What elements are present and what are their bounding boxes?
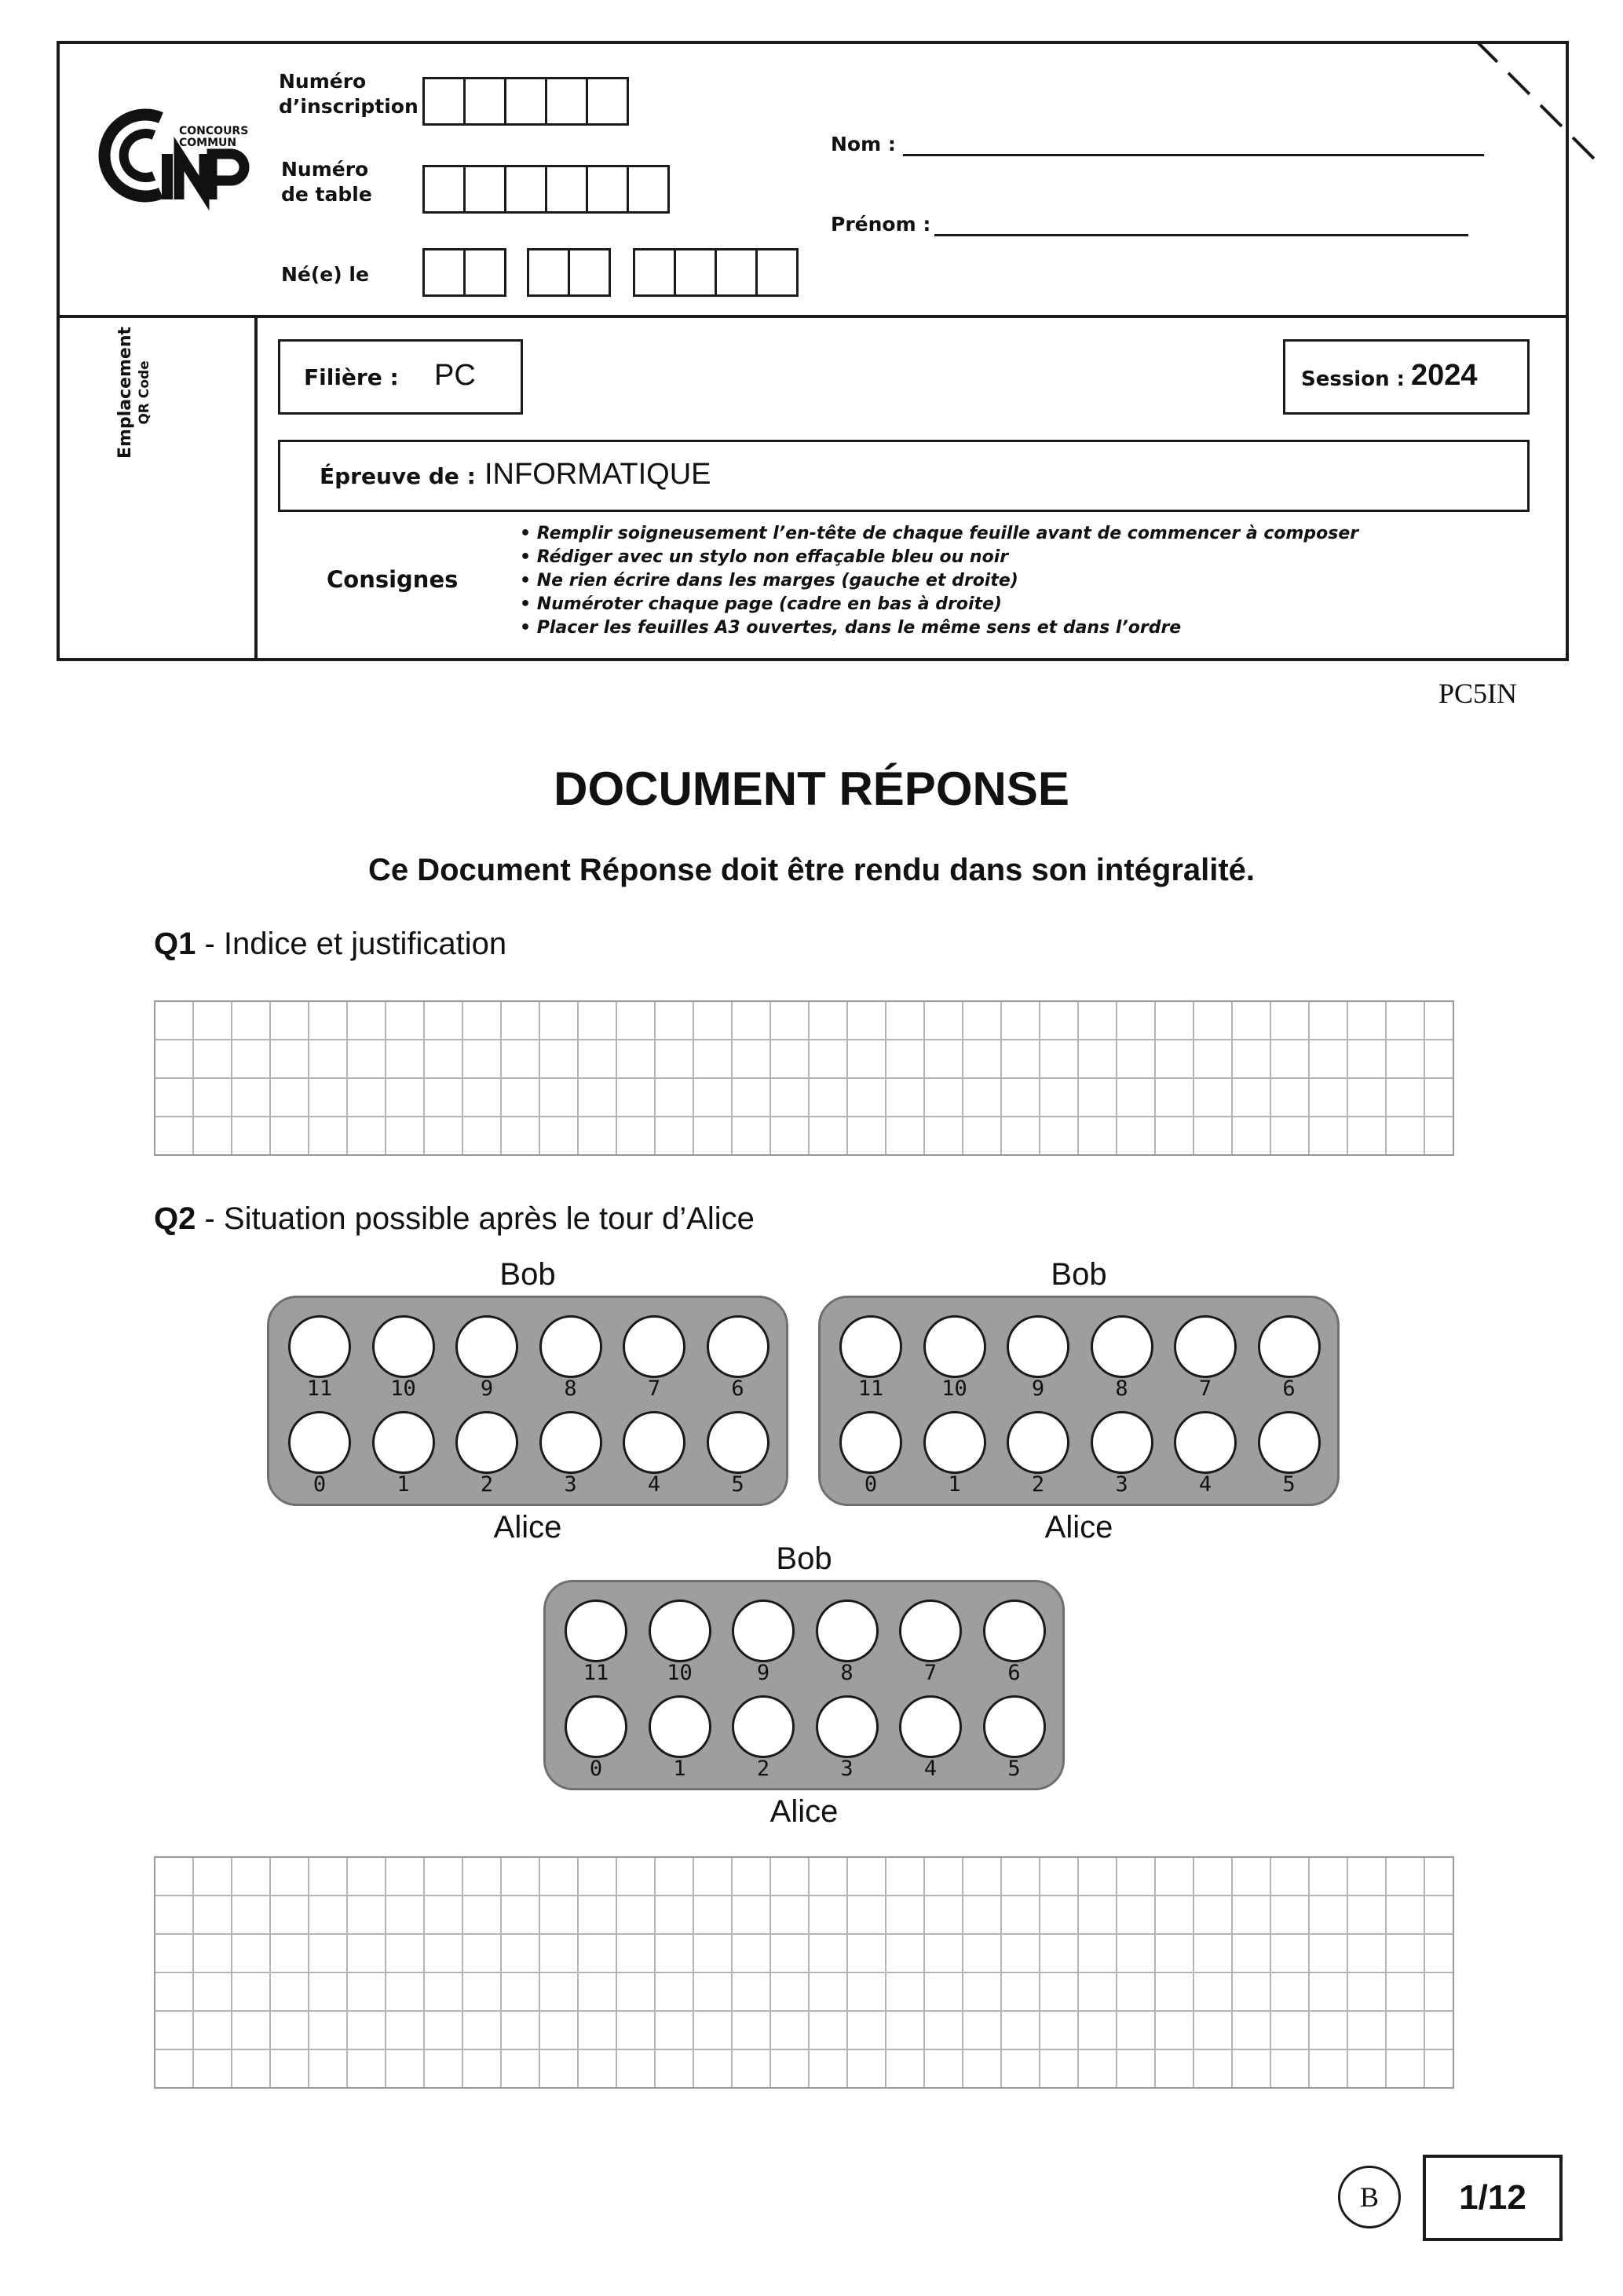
- board-pit[interactable]: [899, 1600, 962, 1662]
- awale-board-3: [543, 1541, 1065, 1830]
- board-pit[interactable]: [623, 1411, 685, 1474]
- q2-label: Q2: [154, 1201, 196, 1236]
- board-pit[interactable]: [899, 1695, 962, 1758]
- pit-number: 11: [857, 1377, 884, 1401]
- q1-answer-grid[interactable]: [154, 1000, 1454, 1156]
- board-pit[interactable]: [1091, 1411, 1153, 1474]
- pit-number: 2: [480, 1472, 494, 1497]
- session-value: 2024: [1411, 359, 1478, 392]
- inp-logo: [86, 101, 251, 218]
- epreuve-value: INFORMATIQUE: [484, 458, 711, 491]
- pit-number: 4: [923, 1757, 938, 1781]
- q1-heading: [154, 927, 506, 962]
- pit-number: 8: [1115, 1377, 1128, 1401]
- filiere-value: PC: [434, 359, 476, 392]
- birth-year-digit[interactable]: [755, 248, 799, 297]
- pit-number: 1: [397, 1472, 410, 1497]
- birth-year-digit[interactable]: [633, 248, 676, 297]
- board-pit[interactable]: [539, 1315, 602, 1378]
- board-pit[interactable]: [707, 1411, 769, 1474]
- pit-number: 5: [731, 1472, 744, 1497]
- birth-day-field[interactable]: [422, 248, 506, 297]
- board-pit[interactable]: [649, 1600, 711, 1662]
- pit-number: 2: [756, 1757, 770, 1781]
- inscription-digit[interactable]: [504, 77, 547, 126]
- birth-month-digit[interactable]: [568, 248, 611, 297]
- pit-number: 8: [564, 1377, 577, 1401]
- inscription-label: Numéro d’inscription: [279, 70, 419, 118]
- logo-caption: CONCOURS COMMUN: [179, 125, 249, 149]
- board-pit[interactable]: [288, 1411, 351, 1474]
- birth-day-digit[interactable]: [463, 248, 506, 297]
- pit-number: 6: [731, 1377, 744, 1401]
- pit-number: 7: [923, 1661, 938, 1685]
- consignes-label: Consignes: [327, 566, 459, 593]
- table-digit[interactable]: [545, 165, 588, 214]
- consigne-item: • Placer les feuilles A3 ouvertes, dans le même sens et dans l’ordre: [520, 616, 1525, 640]
- awale-board-2: [818, 1256, 1340, 1545]
- board-pit[interactable]: [732, 1695, 795, 1758]
- pit-number: 1: [673, 1757, 686, 1781]
- consigne-item: • Rédiger avec un stylo non effaçable bleu ou noir: [520, 546, 1525, 569]
- filiere-label: Filière :: [304, 364, 399, 390]
- birth-year-digit[interactable]: [674, 248, 717, 297]
- board-pit[interactable]: [983, 1600, 1046, 1662]
- pit-number: 5: [1007, 1757, 1021, 1781]
- board-bottom-player: Alice: [493, 1510, 562, 1545]
- board-pit[interactable]: [923, 1411, 986, 1474]
- pit-number: 5: [1282, 1472, 1296, 1497]
- version-badge: B: [1338, 2166, 1401, 2228]
- pit-number: 11: [306, 1377, 333, 1401]
- board-pit[interactable]: [1007, 1411, 1069, 1474]
- pit-number: 3: [840, 1757, 854, 1781]
- pit-number: 0: [864, 1472, 878, 1497]
- pit-number: 2: [1031, 1472, 1045, 1497]
- board-tray: [818, 1296, 1340, 1506]
- board-pit[interactable]: [455, 1315, 518, 1378]
- birth-label: Né(e) le: [281, 263, 369, 286]
- board-pit[interactable]: [707, 1315, 769, 1378]
- epreuve-box: [278, 440, 1530, 512]
- q1-text: - Indice et justification: [196, 927, 507, 961]
- board-pit[interactable]: [649, 1695, 711, 1758]
- table-label: Numéro de table: [281, 158, 372, 206]
- pit-number: 4: [1198, 1472, 1212, 1497]
- pit-number: 1: [948, 1472, 961, 1497]
- board-bottom-player: Alice: [1044, 1510, 1113, 1545]
- board-pit[interactable]: [539, 1411, 602, 1474]
- board-pit[interactable]: [923, 1315, 986, 1378]
- birth-month-field[interactable]: [527, 248, 611, 297]
- board-pit[interactable]: [455, 1411, 518, 1474]
- pit-number: 10: [390, 1377, 416, 1401]
- consignes-list: [520, 522, 1525, 640]
- pit-number: 4: [647, 1472, 661, 1497]
- session-label: Session :: [1301, 367, 1406, 391]
- consigne-item: • Ne rien écrire dans les marges (gauche et droite): [520, 569, 1525, 593]
- pit-number: 0: [313, 1472, 327, 1497]
- inscription-digit[interactable]: [545, 77, 588, 126]
- pit-number: 3: [1115, 1472, 1128, 1497]
- board-pit[interactable]: [732, 1600, 795, 1662]
- prenom-field[interactable]: [934, 234, 1468, 236]
- epreuve-label: Épreuve de :: [320, 463, 476, 489]
- table-digit[interactable]: [463, 165, 506, 214]
- pit-number: 7: [647, 1377, 661, 1401]
- page-number-box: 1/12: [1423, 2155, 1563, 2241]
- q2-answer-grid[interactable]: [154, 1856, 1454, 2089]
- board-pit[interactable]: [288, 1315, 351, 1378]
- session-box: [1283, 339, 1530, 415]
- pit-number: 9: [1031, 1377, 1045, 1401]
- board-pit[interactable]: [983, 1695, 1046, 1758]
- q2-text: - Situation possible après le tour d’Alice: [196, 1201, 755, 1236]
- board-tray: [267, 1296, 788, 1506]
- q1-label: Q1: [154, 927, 196, 961]
- page-title: DOCUMENT RÉPONSE: [554, 762, 1069, 815]
- board-pit[interactable]: [623, 1315, 685, 1378]
- pit-number: 6: [1282, 1377, 1296, 1401]
- prenom-label: Prénom :: [831, 213, 931, 236]
- corner-fold-line: [1476, 41, 1602, 166]
- birth-year-field[interactable]: [633, 248, 799, 297]
- board-pit[interactable]: [1258, 1315, 1321, 1378]
- board-tray: [543, 1580, 1065, 1790]
- q2-heading: [154, 1201, 755, 1237]
- table-digit[interactable]: [627, 165, 670, 214]
- pit-number: 8: [840, 1661, 854, 1685]
- table-field[interactable]: [422, 165, 670, 214]
- pit-number: 6: [1007, 1661, 1021, 1685]
- pit-number: 10: [941, 1377, 967, 1401]
- table-digit[interactable]: [586, 165, 629, 214]
- page-subtitle: Ce Document Réponse doit être rendu dans son intégralité.: [367, 853, 1256, 887]
- birth-year-digit[interactable]: [715, 248, 758, 297]
- qr-code-placeholder: Emplacement QR Code: [115, 326, 152, 459]
- board-pit[interactable]: [565, 1695, 627, 1758]
- pit-number: 9: [756, 1661, 770, 1685]
- board-pit[interactable]: [816, 1600, 879, 1662]
- board-bottom-player: Alice: [769, 1794, 839, 1829]
- board-pit[interactable]: [565, 1600, 627, 1662]
- pit-number: 3: [564, 1472, 577, 1497]
- board-pit[interactable]: [1174, 1411, 1237, 1474]
- awale-board-1: [267, 1256, 788, 1545]
- board-pit[interactable]: [372, 1411, 435, 1474]
- table-digit[interactable]: [422, 165, 466, 214]
- pit-number: 10: [667, 1661, 693, 1685]
- board-pit[interactable]: [816, 1695, 879, 1758]
- exam-code: PC5IN: [1438, 678, 1518, 709]
- inscription-digit[interactable]: [422, 77, 466, 126]
- board-pit[interactable]: [839, 1411, 902, 1474]
- board-pit[interactable]: [1007, 1315, 1069, 1378]
- consigne-item: • Numéroter chaque page (cadre en bas à droite): [520, 593, 1525, 616]
- inscription-digit[interactable]: [586, 77, 629, 126]
- nom-field[interactable]: [903, 154, 1484, 156]
- board-pit[interactable]: [372, 1315, 435, 1378]
- board-pit[interactable]: [839, 1315, 902, 1378]
- pit-number: 11: [583, 1661, 609, 1685]
- pit-number: 0: [589, 1757, 603, 1781]
- board-top-player: Bob: [499, 1257, 556, 1292]
- inscription-digit[interactable]: [463, 77, 506, 126]
- board-top-player: Bob: [1051, 1257, 1107, 1292]
- qr-divider: [254, 315, 258, 661]
- nom-label: Nom :: [831, 133, 896, 155]
- board-top-player: Bob: [776, 1541, 832, 1576]
- inscription-field[interactable]: [422, 77, 629, 126]
- board-pit[interactable]: [1091, 1315, 1153, 1378]
- table-digit[interactable]: [504, 165, 547, 214]
- board-pit[interactable]: [1258, 1411, 1321, 1474]
- pit-number: 7: [1198, 1377, 1212, 1401]
- pit-number: 9: [480, 1377, 494, 1401]
- birth-day-digit[interactable]: [422, 248, 466, 297]
- board-pit[interactable]: [1174, 1315, 1237, 1378]
- birth-month-digit[interactable]: [527, 248, 570, 297]
- consigne-item: • Remplir soigneusement l’en-tête de chaque feuille avant de commencer à composer: [520, 522, 1525, 546]
- header-divider: [57, 315, 1569, 318]
- filiere-box: [278, 339, 523, 415]
